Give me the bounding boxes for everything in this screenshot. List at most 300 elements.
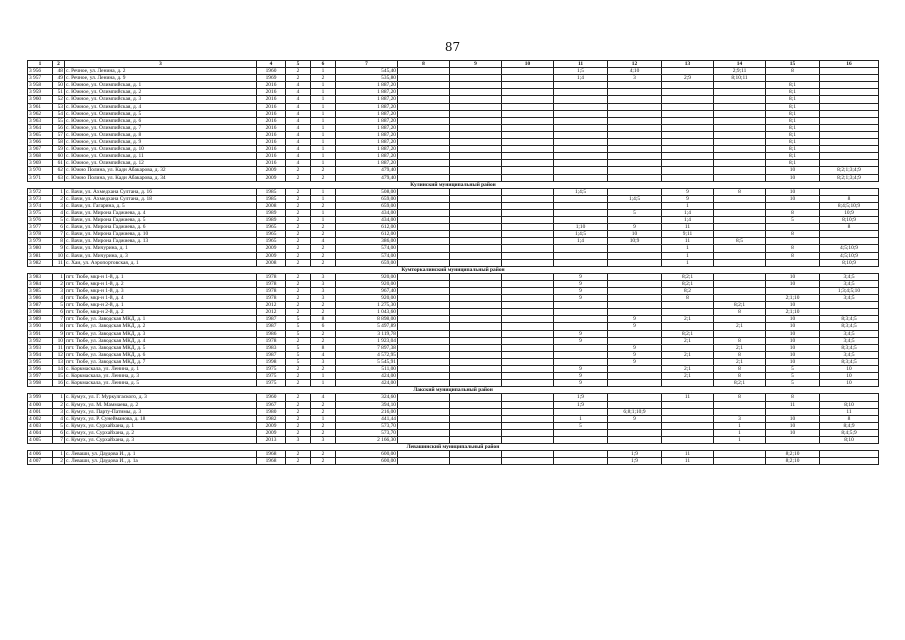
table-cell: 2;1 bbox=[714, 323, 766, 330]
table-row bbox=[28, 401, 879, 408]
table-row bbox=[28, 174, 879, 181]
table-cell bbox=[450, 323, 502, 330]
table-cell bbox=[450, 436, 502, 443]
table-cell bbox=[398, 238, 450, 245]
table-cell: 9 bbox=[608, 323, 662, 330]
table-cell bbox=[502, 366, 554, 373]
table-cell bbox=[714, 174, 766, 181]
data-table bbox=[27, 60, 879, 465]
table-cell: с. Вачи, ул. Ахмедхана Султана, д. 16 bbox=[65, 188, 257, 195]
table-cell bbox=[608, 302, 662, 309]
table-cell bbox=[502, 323, 554, 330]
table-cell: 659,00 bbox=[336, 195, 398, 202]
page-number: 87 bbox=[444, 40, 461, 54]
table-cell: с. Южное, ул. Олимпийская, д. 5 bbox=[65, 110, 257, 117]
table-cell bbox=[554, 451, 608, 458]
table-cell bbox=[820, 75, 879, 82]
table-cell: 4;10 bbox=[608, 68, 662, 75]
table-cell: 3;4;5 bbox=[820, 280, 879, 287]
table-cell: 2016 bbox=[257, 110, 286, 117]
table-cell: 1 bbox=[311, 146, 336, 153]
table-cell bbox=[608, 160, 662, 167]
table-cell: 3 bbox=[714, 415, 766, 422]
table-cell bbox=[554, 209, 608, 216]
table-cell: 1 887,20 bbox=[336, 139, 398, 146]
table-cell: 10 bbox=[766, 195, 820, 202]
table-cell bbox=[820, 103, 879, 110]
table-cell: 479,40 bbox=[336, 167, 398, 174]
table-cell: 3 119,78 bbox=[336, 330, 398, 337]
table-cell: с. Южное, ул. Олимпийская, д. 11 bbox=[65, 153, 257, 160]
table-cell: 3 990 bbox=[28, 323, 53, 330]
table-cell bbox=[450, 422, 502, 429]
table-cell bbox=[398, 344, 450, 351]
table-cell bbox=[662, 415, 714, 422]
table-cell: 1 bbox=[53, 451, 65, 458]
table-cell bbox=[450, 458, 502, 465]
table-cell: 8 bbox=[766, 252, 820, 259]
table-cell: 1978 bbox=[257, 337, 286, 344]
table-cell: 9 bbox=[53, 245, 65, 252]
table-cell: 3 958 bbox=[28, 82, 53, 89]
table-cell bbox=[554, 408, 608, 415]
table-cell bbox=[398, 380, 450, 387]
table-cell bbox=[450, 89, 502, 96]
table-cell bbox=[502, 174, 554, 181]
table-cell: 2009 bbox=[257, 245, 286, 252]
table-cell: с. Леваши, ул. Даудова И., д. 1 bbox=[65, 451, 257, 458]
table-cell: 1 bbox=[311, 124, 336, 131]
table-cell: 1;9 bbox=[608, 458, 662, 465]
table-cell bbox=[398, 224, 450, 231]
table-cell: 57 bbox=[53, 131, 65, 138]
table-cell bbox=[820, 394, 879, 401]
table-cell bbox=[820, 110, 879, 117]
table-cell: 1 bbox=[53, 394, 65, 401]
table-cell: с. Кумух, ул. Р. Сунейманова, д. 18 bbox=[65, 415, 257, 422]
table-cell bbox=[450, 195, 502, 202]
table-cell bbox=[398, 231, 450, 238]
table-cell: 10 bbox=[766, 415, 820, 422]
table-cell: 3 984 bbox=[28, 280, 53, 287]
table-cell bbox=[398, 408, 450, 415]
table-cell: 1987 bbox=[257, 323, 286, 330]
table-cell: 2 bbox=[286, 202, 311, 209]
table-cell: 2016 bbox=[257, 96, 286, 103]
table-cell bbox=[450, 188, 502, 195]
table-cell bbox=[450, 401, 502, 408]
table-cell: 7 897,38 bbox=[336, 344, 398, 351]
table-cell: 2;1 bbox=[714, 358, 766, 365]
table-cell: 6 bbox=[53, 429, 65, 436]
table-cell: 2 bbox=[286, 373, 311, 380]
table-row bbox=[28, 245, 879, 252]
table-cell: 2 bbox=[311, 366, 336, 373]
table-cell: 1 bbox=[311, 153, 336, 160]
table-row bbox=[28, 153, 879, 160]
table-cell: 2 bbox=[286, 458, 311, 465]
table-cell: 1 bbox=[311, 68, 336, 75]
table-cell: 612,00 bbox=[336, 224, 398, 231]
table-cell bbox=[502, 188, 554, 195]
table-cell: 1978 bbox=[257, 280, 286, 287]
table-cell bbox=[766, 202, 820, 209]
table-cell: 4 bbox=[286, 82, 311, 89]
table-cell: 1980 bbox=[257, 408, 286, 415]
table-cell: 3 970 bbox=[28, 167, 53, 174]
table-cell: 8 bbox=[53, 323, 65, 330]
table-cell: 2 bbox=[286, 337, 311, 344]
table-cell bbox=[398, 288, 450, 295]
table-cell: 3 bbox=[53, 288, 65, 295]
table-cell: 10 bbox=[766, 273, 820, 280]
table-cell: 3 977 bbox=[28, 224, 53, 231]
table-cell bbox=[662, 358, 714, 365]
table-cell: 4 bbox=[53, 295, 65, 302]
table-cell: с. Южное, ул. Олимпийская, д. 12 bbox=[65, 160, 257, 167]
table-cell bbox=[502, 124, 554, 131]
table-cell: 1987 bbox=[257, 351, 286, 358]
table-cell: 2 bbox=[286, 174, 311, 181]
table-cell: 8 898,00 bbox=[336, 316, 398, 323]
column-header: 5 bbox=[286, 61, 311, 68]
table-cell bbox=[398, 174, 450, 181]
table-cell bbox=[608, 146, 662, 153]
table-cell bbox=[450, 96, 502, 103]
table-cell: 15 bbox=[53, 373, 65, 380]
table-cell: с. Хаи, ул. Аэропортовская, д. 1 bbox=[65, 259, 257, 266]
table-cell bbox=[450, 259, 502, 266]
table-cell: 4 002 bbox=[28, 415, 53, 422]
table-cell: 3;4;5 bbox=[820, 351, 879, 358]
table-cell: 2 bbox=[286, 295, 311, 302]
table-cell: 424,00 bbox=[336, 373, 398, 380]
table-cell: 10 bbox=[53, 337, 65, 344]
table-cell: 2008 bbox=[257, 259, 286, 266]
table-cell: 8;10 bbox=[820, 401, 879, 408]
table-cell bbox=[820, 302, 879, 309]
table-cell bbox=[450, 75, 502, 82]
table-cell bbox=[608, 273, 662, 280]
table-cell bbox=[398, 302, 450, 309]
table-cell bbox=[662, 436, 714, 443]
table-cell: 4 bbox=[311, 351, 336, 358]
table-cell bbox=[820, 139, 879, 146]
table-cell bbox=[554, 429, 608, 436]
table-cell: 2 bbox=[311, 167, 336, 174]
table-cell: 63 bbox=[53, 174, 65, 181]
table-cell bbox=[502, 337, 554, 344]
table-row bbox=[28, 139, 879, 146]
table-cell: 5 bbox=[766, 373, 820, 380]
table-cell bbox=[502, 259, 554, 266]
table-cell: пгт. Тюбе, ул. Заводская МКД, д. 5 bbox=[65, 344, 257, 351]
table-cell bbox=[714, 401, 766, 408]
table-cell: 3 981 bbox=[28, 252, 53, 259]
table-cell bbox=[820, 188, 879, 195]
table-cell: 1965 bbox=[257, 224, 286, 231]
table-cell bbox=[766, 288, 820, 295]
table-cell: 2 bbox=[286, 380, 311, 387]
table-cell bbox=[450, 231, 502, 238]
table-cell: 8;1 bbox=[766, 146, 820, 153]
table-cell: 3 974 bbox=[28, 202, 53, 209]
table-cell bbox=[554, 458, 608, 465]
table-cell: 2;9 bbox=[662, 75, 714, 82]
table-cell bbox=[662, 174, 714, 181]
table-cell bbox=[714, 295, 766, 302]
table-cell: 3 994 bbox=[28, 351, 53, 358]
table-cell bbox=[766, 224, 820, 231]
table-cell: 3 956 bbox=[28, 68, 53, 75]
table-cell bbox=[820, 96, 879, 103]
table-cell: с. Коркмаскала, ул. Ленина, д. 3 bbox=[65, 373, 257, 380]
table-cell: 1989 bbox=[257, 209, 286, 216]
table-cell bbox=[450, 366, 502, 373]
table-row bbox=[28, 330, 879, 337]
table-cell: 10 bbox=[766, 174, 820, 181]
table-cell: 659,00 bbox=[336, 259, 398, 266]
table-cell bbox=[714, 167, 766, 174]
table-cell bbox=[714, 259, 766, 266]
table-cell: 2 bbox=[286, 167, 311, 174]
table-cell: пгт. Тюбе, мкр-н 1-й, д. 4 bbox=[65, 295, 257, 302]
table-cell: 4 bbox=[286, 89, 311, 96]
table-cell bbox=[502, 408, 554, 415]
table-cell bbox=[450, 380, 502, 387]
table-cell: 600,00 bbox=[336, 458, 398, 465]
table-cell: 1 887,20 bbox=[336, 117, 398, 124]
table-cell: 1 275,30 bbox=[336, 302, 398, 309]
table-cell: 574,00 bbox=[336, 245, 398, 252]
table-cell bbox=[662, 117, 714, 124]
table-cell: пгт. Тюбе, мкр-н 2-й, д. 1 bbox=[65, 302, 257, 309]
table-row bbox=[28, 288, 879, 295]
table-cell bbox=[398, 323, 450, 330]
table-cell: 10 bbox=[766, 167, 820, 174]
table-cell bbox=[608, 117, 662, 124]
table-cell bbox=[398, 422, 450, 429]
table-cell bbox=[398, 89, 450, 96]
table-cell: 8;2;1 bbox=[662, 273, 714, 280]
table-cell bbox=[662, 429, 714, 436]
table-cell: 1 bbox=[53, 188, 65, 195]
table-cell bbox=[502, 167, 554, 174]
table-cell: 3;4;5 bbox=[820, 337, 879, 344]
table-cell bbox=[502, 139, 554, 146]
table-cell: 9 bbox=[662, 195, 714, 202]
table-cell bbox=[450, 358, 502, 365]
table-cell: 1;4;5 bbox=[608, 195, 662, 202]
table-cell: с. Кумух, ул. Сурхайхана, д. 3 bbox=[65, 436, 257, 443]
table-cell: 2 bbox=[311, 75, 336, 82]
table-cell: 11 bbox=[662, 451, 714, 458]
table-cell: 8 bbox=[714, 366, 766, 373]
table-cell: 3 988 bbox=[28, 309, 53, 316]
table-cell: 2 bbox=[311, 302, 336, 309]
table-cell: 9 bbox=[554, 380, 608, 387]
table-cell: 4 bbox=[286, 110, 311, 117]
table-cell bbox=[820, 146, 879, 153]
table-cell: 441,44 bbox=[336, 415, 398, 422]
table-cell bbox=[662, 344, 714, 351]
table-cell bbox=[502, 82, 554, 89]
table-cell: с. Вачи, ул. Ахмедхана Султана, д. 18 bbox=[65, 195, 257, 202]
table-cell: 10 bbox=[766, 344, 820, 351]
table-cell: 51 bbox=[53, 89, 65, 96]
table-cell: 1 bbox=[662, 202, 714, 209]
table-cell: с. Речное, ул. Ленина, д. 2 bbox=[65, 68, 257, 75]
table-cell bbox=[714, 202, 766, 209]
table-cell bbox=[714, 89, 766, 96]
table-cell: 11 bbox=[820, 408, 879, 415]
table-cell: 1;5 bbox=[554, 68, 608, 75]
table-cell: 2;9;11 bbox=[714, 68, 766, 75]
table-cell: 3 961 bbox=[28, 103, 53, 110]
table-cell bbox=[608, 103, 662, 110]
table-cell bbox=[398, 273, 450, 280]
table-cell: 8;3;4;5 bbox=[820, 344, 879, 351]
section-heading: Кулинский муниципальный район bbox=[28, 181, 879, 188]
table-cell bbox=[714, 82, 766, 89]
table-row bbox=[28, 358, 879, 365]
table-cell: 967,40 bbox=[336, 288, 398, 295]
table-cell bbox=[714, 458, 766, 465]
table-cell: 3;4;5 bbox=[820, 273, 879, 280]
table-cell bbox=[398, 436, 450, 443]
table-cell: 1;9 bbox=[554, 394, 608, 401]
table-cell bbox=[554, 131, 608, 138]
table-cell bbox=[608, 330, 662, 337]
table-cell: 4 001 bbox=[28, 408, 53, 415]
table-cell bbox=[450, 124, 502, 131]
table-cell bbox=[608, 217, 662, 224]
table-cell: 3 983 bbox=[28, 273, 53, 280]
table-cell bbox=[662, 139, 714, 146]
table-cell: 5 bbox=[286, 330, 311, 337]
table-cell: 8 bbox=[311, 344, 336, 351]
table-row bbox=[28, 110, 879, 117]
table-cell: 5 bbox=[766, 217, 820, 224]
table-cell bbox=[398, 373, 450, 380]
table-cell bbox=[450, 103, 502, 110]
table-cell bbox=[554, 110, 608, 117]
table-cell: 3 964 bbox=[28, 124, 53, 131]
table-cell: 5 bbox=[286, 323, 311, 330]
table-cell: 8;4;5;9 bbox=[820, 429, 879, 436]
table-cell: 9 bbox=[554, 330, 608, 337]
table-cell: 8 bbox=[714, 309, 766, 316]
table-cell bbox=[820, 82, 879, 89]
table-cell bbox=[450, 202, 502, 209]
table-cell: 8;1 bbox=[766, 153, 820, 160]
table-cell: 2016 bbox=[257, 153, 286, 160]
table-cell: 8;1 bbox=[766, 110, 820, 117]
table-cell: 2 bbox=[311, 202, 336, 209]
table-cell bbox=[554, 174, 608, 181]
table-cell bbox=[398, 429, 450, 436]
table-cell bbox=[398, 316, 450, 323]
table-cell: 8 bbox=[662, 295, 714, 302]
table-cell: 1 887,20 bbox=[336, 110, 398, 117]
table-cell bbox=[502, 288, 554, 295]
table-cell: 3;4;5 bbox=[820, 330, 879, 337]
table-cell: 2 bbox=[311, 401, 336, 408]
table-cell bbox=[820, 458, 879, 465]
table-cell: 10;9 bbox=[608, 238, 662, 245]
table-cell: 59 bbox=[53, 146, 65, 153]
table-cell: 1 043,60 bbox=[336, 309, 398, 316]
table-cell bbox=[820, 89, 879, 96]
table-cell: 1;10 bbox=[554, 224, 608, 231]
table-row bbox=[28, 202, 879, 209]
table-cell bbox=[554, 316, 608, 323]
table-cell: 1 bbox=[714, 429, 766, 436]
table-cell bbox=[398, 252, 450, 259]
table-cell: 216,00 bbox=[336, 408, 398, 415]
table-cell bbox=[662, 167, 714, 174]
table-cell: 3 962 bbox=[28, 110, 53, 117]
table-cell: 10 bbox=[53, 252, 65, 259]
table-cell: 1983 bbox=[257, 344, 286, 351]
table-cell: с. Южное, ул. Олимпийская, д. 2 bbox=[65, 89, 257, 96]
table-cell: 2 bbox=[311, 245, 336, 252]
table-cell bbox=[502, 344, 554, 351]
table-cell: 9 bbox=[554, 373, 608, 380]
table-cell: 2009 bbox=[257, 252, 286, 259]
table-cell bbox=[608, 436, 662, 443]
table-cell: 1965 bbox=[257, 231, 286, 238]
table-cell bbox=[398, 124, 450, 131]
table-cell: 5 bbox=[766, 380, 820, 387]
table-cell: 10 bbox=[766, 358, 820, 365]
table-cell: с. Вачи, ул. Мичурина, д. 1 bbox=[65, 245, 257, 252]
table-cell bbox=[450, 344, 502, 351]
table-cell: 2 bbox=[311, 259, 336, 266]
table-cell bbox=[554, 153, 608, 160]
table-cell: 3 bbox=[53, 202, 65, 209]
table-cell: 7 bbox=[53, 231, 65, 238]
table-cell: 11 bbox=[662, 394, 714, 401]
table-cell bbox=[766, 259, 820, 266]
table-cell: 2 bbox=[286, 238, 311, 245]
table-cell: 3 989 bbox=[28, 316, 53, 323]
section-heading: Кумторкалинский муниципальный район bbox=[28, 266, 879, 273]
table-cell: 424,00 bbox=[336, 380, 398, 387]
table-cell bbox=[398, 401, 450, 408]
table-cell: 9 bbox=[608, 344, 662, 351]
table-cell: 1 923,04 bbox=[336, 337, 398, 344]
table-cell: 48 bbox=[53, 68, 65, 75]
table-cell bbox=[820, 238, 879, 245]
table-cell: 1 bbox=[311, 195, 336, 202]
table-cell: 8;1 bbox=[766, 139, 820, 146]
table-cell: 1 bbox=[311, 139, 336, 146]
table-cell: 5 bbox=[608, 209, 662, 216]
table-cell: с. Вачи, ул. Мирона Гаджиева, д. 10 bbox=[65, 231, 257, 238]
table-cell bbox=[714, 209, 766, 216]
table-cell bbox=[820, 153, 879, 160]
table-cell bbox=[502, 96, 554, 103]
table-cell: с. Речное, ул. Ленина, д. 9 bbox=[65, 75, 257, 82]
table-cell bbox=[714, 103, 766, 110]
table-cell: 2;1 bbox=[714, 344, 766, 351]
table-cell: 920,00 bbox=[336, 273, 398, 280]
table-cell: 10 bbox=[766, 422, 820, 429]
table-cell: 2 bbox=[311, 429, 336, 436]
table-cell: 4 bbox=[53, 209, 65, 216]
table-cell bbox=[398, 280, 450, 287]
